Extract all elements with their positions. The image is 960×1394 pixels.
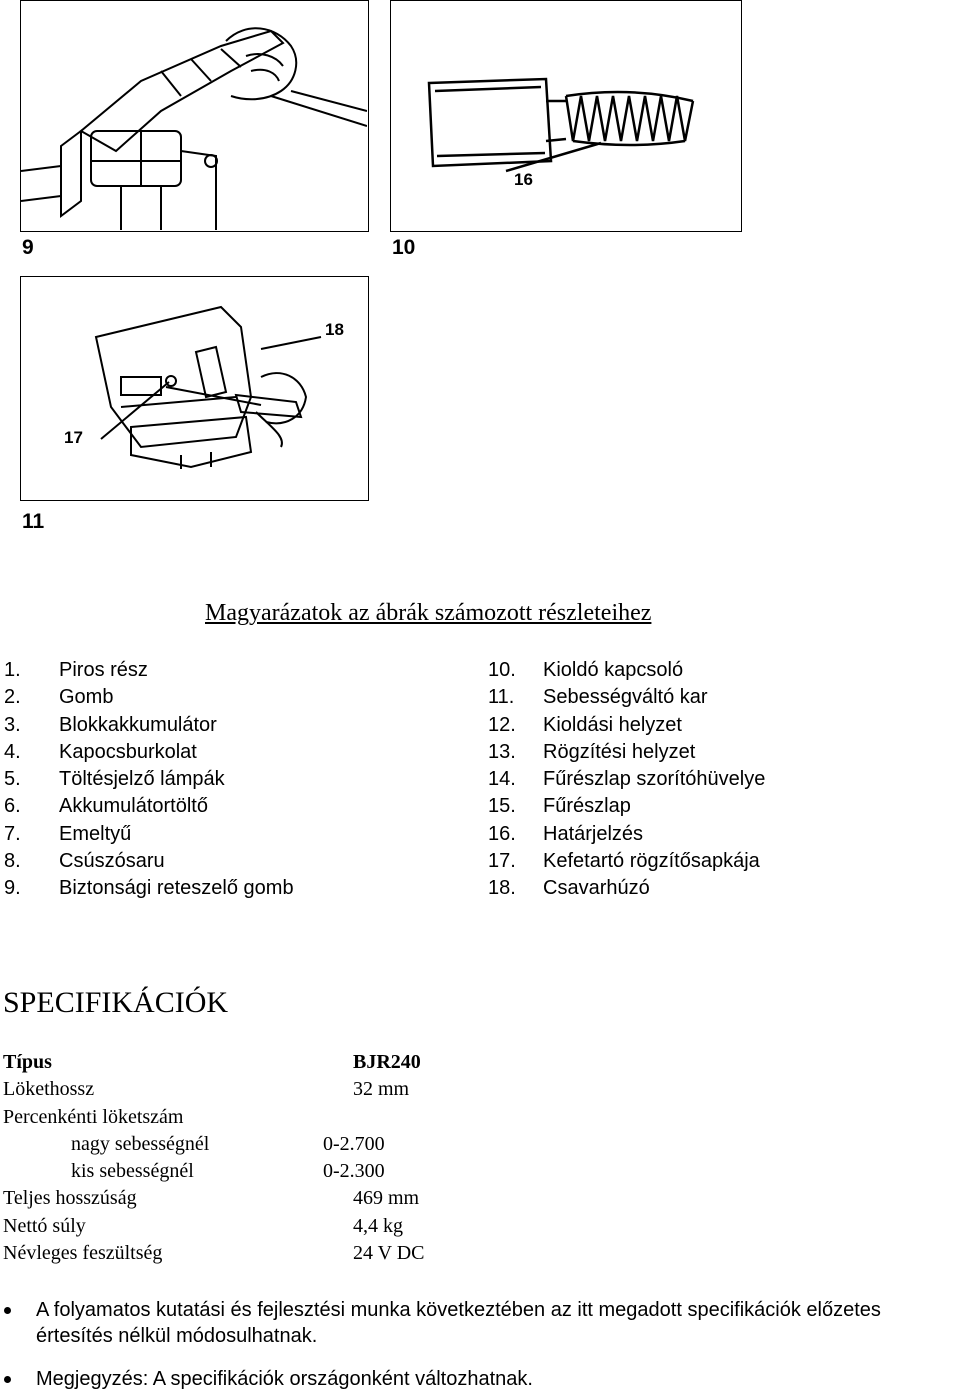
figure-9-number: 9	[22, 236, 34, 259]
note-text: Megjegyzés: A specifikációk országonként változhatnak.	[36, 1368, 533, 1390]
specs-title: SPECIFIKÁCIÓK	[3, 986, 229, 1019]
legend-item	[488, 875, 765, 902]
legend-item-text: Emeltyű	[59, 822, 132, 845]
legend-item-text: Határjelzés	[543, 822, 644, 845]
spec-label: Típus	[3, 1051, 52, 1073]
legend-item	[4, 875, 294, 902]
legend-item	[4, 739, 294, 766]
legend-item-number: 2.	[4, 686, 21, 709]
legend-item-number: 6.	[4, 795, 21, 818]
spec-value: 32 mm	[353, 1078, 410, 1101]
figure-10-number: 10	[392, 236, 416, 259]
legend-item-number: 9.	[4, 877, 21, 900]
legend-item	[4, 848, 294, 875]
note-item	[0, 1366, 960, 1392]
legend-title: Magyarázatok az ábrák számozott részleteihez	[205, 600, 652, 626]
legend-item-number: 4.	[4, 740, 21, 763]
legend-item-number: 7.	[4, 822, 21, 845]
spec-label: kis sebességnél	[71, 1160, 194, 1183]
legend-item	[488, 821, 765, 848]
legend-right-column	[488, 657, 765, 903]
legend-item	[488, 712, 765, 739]
legend-item-text: Kioldó kapcsoló	[543, 659, 684, 681]
legend-item-number: 16.	[488, 822, 516, 845]
legend-item-text: Sebességváltó kar	[543, 686, 708, 709]
legend-item-number: 11.	[488, 686, 515, 709]
spec-value: 4,4 kg	[353, 1214, 403, 1237]
note-item	[0, 1297, 960, 1349]
legend-item-number: 8.	[4, 850, 21, 873]
legend-item	[488, 766, 765, 793]
spec-label: Nettó súly	[3, 1214, 86, 1237]
bullet-icon	[4, 1307, 11, 1314]
figure-10-panel	[390, 0, 742, 232]
note-text: A folyamatos kutatási és fejlesztési munka következtében az itt megadott specifikációk előzetes értesítés nélkül módosulhatnak.	[36, 1299, 881, 1347]
legend-item	[4, 657, 294, 684]
legend-item	[488, 739, 765, 766]
figure-11-callout-17: 17	[64, 428, 83, 447]
legend-item-text: Piros rész	[59, 659, 148, 681]
legend-item-number: 5.	[4, 768, 21, 791]
notes-list	[0, 1297, 960, 1392]
legend-item-text: Blokkakkumulátor	[59, 713, 217, 736]
legend-item-text: Fűrészlap	[543, 795, 631, 818]
figure-11-panel	[20, 276, 369, 501]
legend-item	[488, 684, 765, 711]
legend-item	[4, 684, 294, 711]
legend-item-text: Töltésjelző lámpák	[59, 768, 225, 791]
legend-item	[488, 657, 765, 684]
legend-item	[488, 848, 765, 875]
spec-value: 24 V DC	[353, 1242, 425, 1265]
legend-item-number: 3.	[4, 713, 21, 736]
legend-left-column	[4, 657, 294, 903]
legend-item-text: Kefetartó rögzítősapkája	[543, 850, 760, 873]
legend-item	[4, 793, 294, 820]
spec-label: Teljes hosszúság	[3, 1187, 137, 1210]
spec-label: nagy sebességnél	[71, 1132, 210, 1155]
legend-item-number: 18.	[488, 877, 516, 900]
legend-item-text: Rögzítési helyzet	[543, 740, 696, 763]
figure-11-callout-18: 18	[325, 320, 344, 339]
figure-10-carbon-brush	[391, 1, 740, 230]
legend-item	[4, 766, 294, 793]
legend-item-number: 13.	[488, 740, 516, 763]
legend-item-number: 15.	[488, 795, 516, 818]
legend-item-text: Biztonsági reteszelő gomb	[59, 877, 294, 900]
legend-item	[488, 793, 765, 820]
legend-item	[4, 821, 294, 848]
spec-label: Lökethossz	[3, 1078, 95, 1101]
figure-9-illustration	[21, 1, 367, 230]
legend-item-text: Kapocsburkolat	[59, 740, 197, 763]
legend-item-text: Csúszósaru	[59, 850, 165, 873]
bullet-icon	[4, 1376, 11, 1383]
spec-value: 0-2.300	[323, 1160, 385, 1183]
legend-item-text: Gomb	[59, 686, 114, 709]
spec-value: 0-2.700	[323, 1132, 385, 1155]
legend-item-text: Akkumulátortöltő	[59, 795, 208, 818]
spec-label: Percenkénti löketszám	[3, 1105, 184, 1128]
legend-item-text: Csavarhúzó	[543, 877, 650, 900]
legend-item-number: 1.	[4, 659, 21, 681]
figure-10-callout-16: 16	[514, 170, 533, 189]
legend-item	[4, 712, 294, 739]
legend-item-text: Fűrészlap szorítóhüvelye	[543, 768, 766, 791]
spec-value: 469 mm	[353, 1187, 420, 1210]
figure-11-number: 11	[22, 510, 45, 533]
figure-11-illustration	[21, 277, 367, 499]
legend-item-number: 14.	[488, 768, 516, 791]
spec-label: Névleges feszültség	[3, 1242, 163, 1265]
legend-item-number: 17.	[488, 850, 516, 873]
spec-value: BJR240	[353, 1051, 421, 1073]
legend-item-text: Kioldási helyzet	[543, 713, 682, 736]
legend-item-number: 12.	[488, 713, 516, 736]
legend-item-number: 10.	[488, 659, 516, 681]
figure-9-panel	[20, 0, 369, 232]
